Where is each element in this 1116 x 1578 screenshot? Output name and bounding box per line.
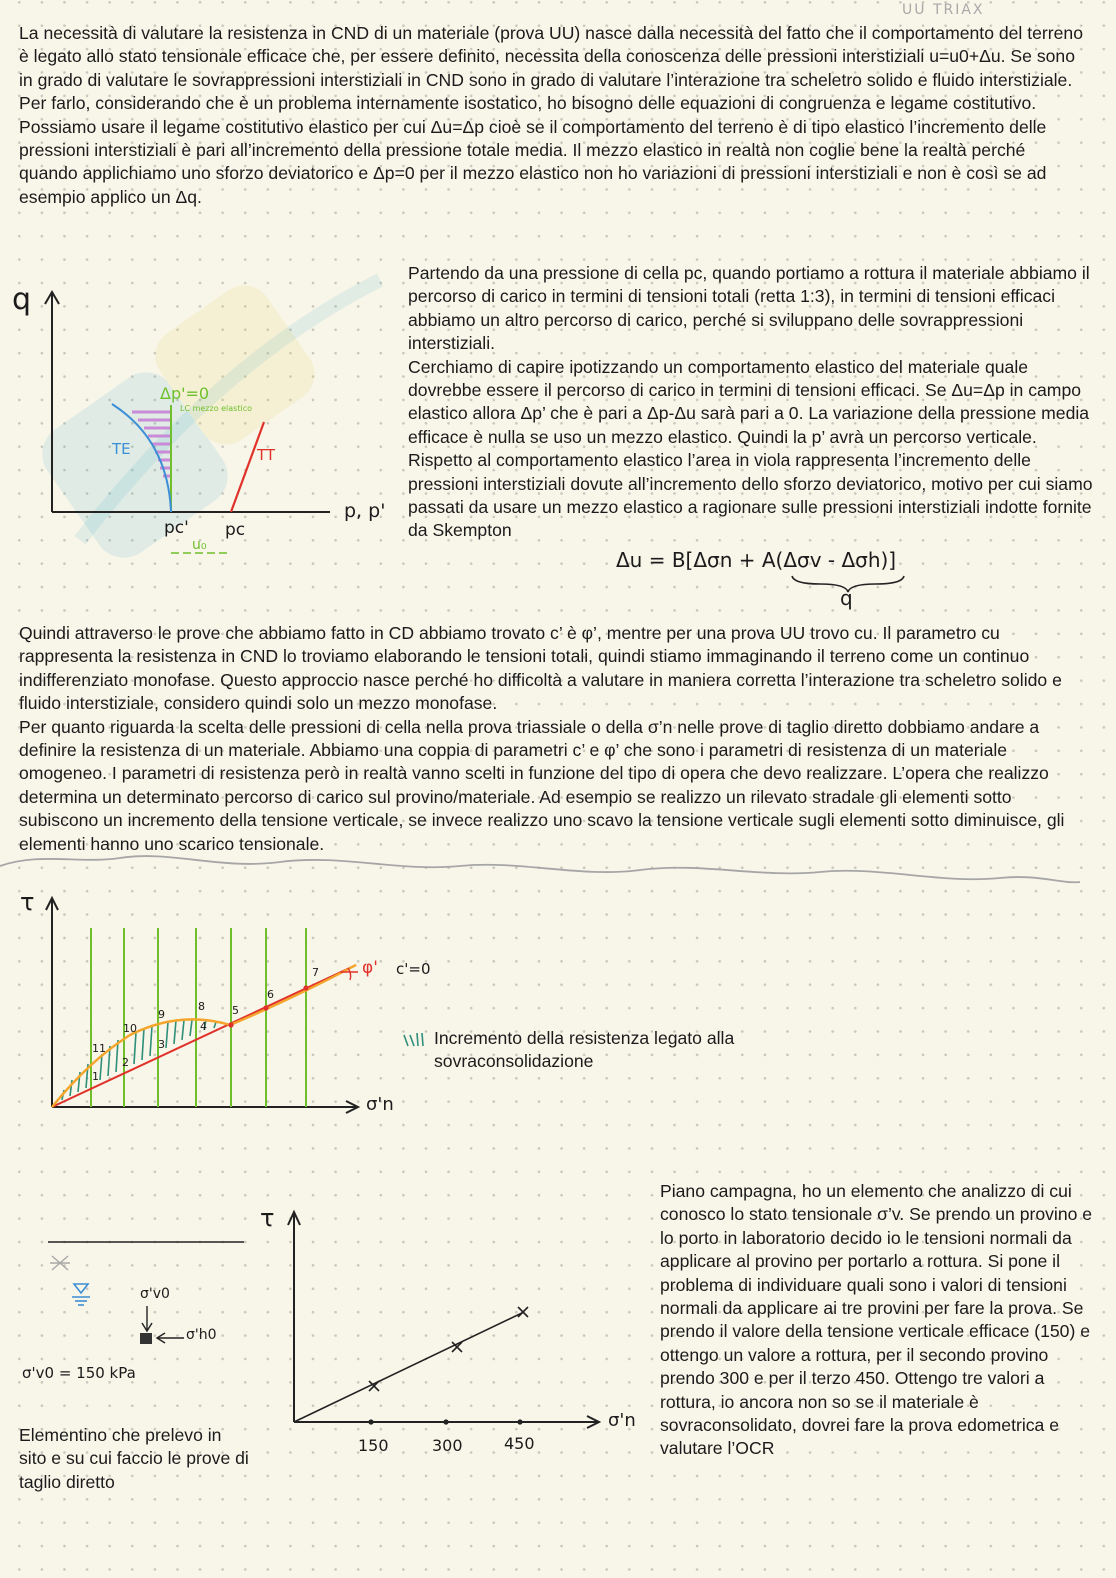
- fig3-tick-150: 150: [358, 1436, 389, 1455]
- fig2-point-2: 2: [122, 1056, 129, 1069]
- fig2-point-3: 3: [158, 1038, 165, 1051]
- paragraph-cu: Quindi attraverso le prove che abbiamo fatto in CD abbiamo trovato c’ è φ’, mentre per una prova UU trovo cu. Il parametro cu rappresenta la resistenza in CND lo troviamo elaborando le tensioni totali, quindi stiamo immaginando il terreno come un continuo indifferenziato monofase. Questo approccio nasce perché ho difficoltà a valutare in maniera corretta l’interazione tra scheletro solido e fluido interstiziale, considero quindi solo un mezzo monofase. Per quanto riguarda la scelta delle pressioni di cella nella prova triassiale o della σ’n nelle prove di taglio diretto dobbiamo andare a definire la resistenza di un materiale. Abbiamo una coppia di parametri c’ e φ’ che sono i parametri di resistenza di un materiale omogeneo. I parametri di resistenza però in realtà vanno scelti in funzione del tipo di opera che devo realizzare. L’opera che realizzo determina un determinato percorso di carico sul provino/materiale. Ad esempio se realizzo un rilevato stradale gli elementi sotto subiscono un incremento della tensione verticale, se invece realizzo uno scavo la tensione verticale sugli elementi sotto diminuisce, gli elementi hanno uno scarico tensionale.: [19, 623, 1065, 854]
- legend-overconsolidation: Incremento della resistenza legato alla sovraconsolidazione: [434, 1028, 735, 1072]
- fig1-pc-eff-label: pc': [164, 518, 189, 538]
- fig2-point-10: 10: [123, 1022, 137, 1035]
- paragraph-intro: La necessità di valutare la resistenza in CND di un materiale (prova UU) nasce dalla necessità del fatto che il comportamento del terreno è legato allo stato tensionale efficace che, per essere definito, necessita della conoscenza delle pressioni interstiziali u=u0+Δu. Se sono in grado di valutare le sovrappressioni interstiziali in CND sono in grado di valutare l’interazione tra scheletro solido e fluido interstiziale. Per farlo, considerando che è un problema internamente isostatico, ho bisogno delle equazioni di congruenza e legame costitutivo. Possiamo usare il legame costitutivo elastico per cui Δu=Δp cioè se il comportamento del terreno è di tipo elastico l’incremento delle pressioni interstiziali è pari all’incremento della pressione totale media. Il mezzo elastico in realtà non coglie bene la realtà perché quando applichiamo uno sforzo deviatorico e Δp=0 per il mezzo elastico non ho variazioni di pressioni interstiziali e non è così se ad esempio applico un Δq.: [19, 23, 1083, 207]
- fig1-dp-label: Δp'=0: [160, 384, 210, 403]
- sigma-value-label: σ'v0 = 150 kPa: [22, 1364, 136, 1382]
- fig2-point-9: 9: [158, 1008, 165, 1021]
- sigma-v-label: σ'v0: [140, 1286, 170, 1302]
- fig2-phi-label: φ': [362, 958, 378, 978]
- fig2-point-7: 7: [312, 966, 319, 979]
- skempton-brace-label: q: [840, 586, 853, 610]
- fig2-point-5: 5: [232, 1004, 239, 1017]
- sigma-h-label: σ'h0: [186, 1327, 217, 1343]
- fig2-point-11: 11: [92, 1042, 106, 1055]
- caption-element: Elementino che prelevo in sito e su cui faccio le prove di taglio diretto: [19, 1425, 249, 1492]
- paragraph-field-sample: Piano campagna, ho un elemento che analizzo di cui conosco lo stato tensionale σ’v. Se prendo un provino e lo porto in laboratorio decido io le tensioni normali da applicare al provino per portarlo a rottura. Si pone il problema di individuare quali sono i valori di tensioni normali da applicare ai tre provini per fare la prova. Se prendo il valore della tensione verticale efficace (150) e ottengo un valore a rottura, per il secondo provino prendo 300 e per il terzo 450. Ottengo tre valori a rottura, io ancora non so se il materiale è sovraconsolidato, dovrei fare la prova edometrica e valutare l’OCR: [660, 1181, 1093, 1459]
- fig2-point-4: 4: [200, 1020, 207, 1033]
- fig1-pc-label: pc: [225, 520, 246, 540]
- fig1-tt-label: TT: [257, 446, 276, 464]
- fig3-tick-450: 450: [504, 1434, 535, 1453]
- fig2-y-label: τ: [20, 888, 35, 916]
- skempton-formula: Δu = B[Δσn + A(Δσv - Δσh)]: [616, 548, 897, 572]
- paragraph-stress-path: Partendo da una pressione di cella pc, quando portiamo a rottura il materiale abbiamo il percorso di carico in termini di tensioni totali (retta 1:3), in termini di tensioni efficaci abbiamo un altro percorso di carico, perché si sviluppano delle sovrappressioni interstiziali. Cerchiamo di capire ipotizzando un comportamento elastico del materiale quale dovrebbe essere il percorso di carico in termini di tensioni efficaci. Se Δu=Δp in campo elastico allora Δp’ che è pari a Δp-Δu sarà pari a 0. La variazione della pressione media efficace è nulla se uso un mezzo elastico. Quindi la p’ avrà un percorso verticale. Rispetto al comportamento elastico l’area in viola rappresenta l’incremento delle pressioni interstiziali dovute all’incremento dello sforzo deviatorico, motivo per cui siamo passati da usare un mezzo elastico a ragionare sulle pressioni interstiziali indotte fornite da Skempton: [408, 263, 1093, 541]
- fig1-u0-label: u₀: [192, 537, 207, 553]
- fig3-y-label: τ: [260, 1204, 275, 1232]
- fig2-point-8: 8: [198, 1000, 205, 1013]
- shear-envelope-line: [294, 1312, 524, 1422]
- fig1-y-label: q: [12, 282, 32, 317]
- fig2-x-label: σ'n: [366, 1094, 394, 1115]
- fig1-lc-label: LC mezzo elastico: [180, 404, 253, 413]
- fig1-te-label: TE: [112, 440, 131, 458]
- fig2-point-1: 1: [92, 1070, 99, 1083]
- corner-note: UU TRIAX: [902, 2, 985, 18]
- fig3-tick-300: 300: [432, 1436, 463, 1455]
- fig2-point-6: 6: [267, 988, 274, 1001]
- fig1-x-label: p, p': [344, 500, 386, 522]
- fig2-c-label: c'=0: [396, 960, 431, 978]
- fig3-x-label: σ'n: [608, 1410, 636, 1431]
